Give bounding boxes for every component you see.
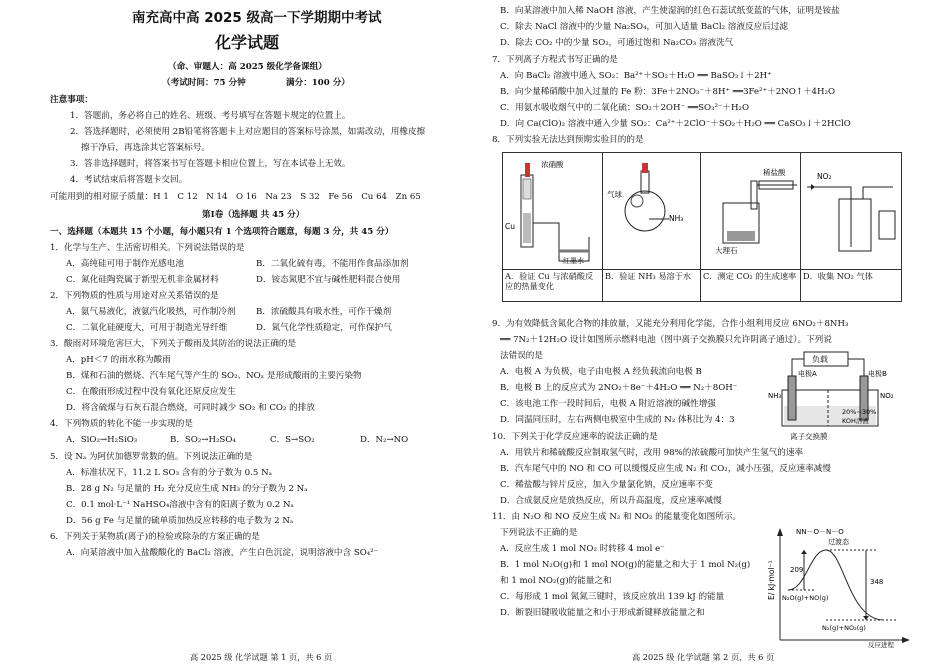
question-stem-cont: 法错误的是 [500,351,543,361]
label-membrane: 离子交换膜 [790,432,828,441]
experiment-a-figure [502,152,603,270]
energy-diagram [766,520,910,648]
option: B．1 mol N₂O(g)和 1 mol NO(g)的能量之和大于 1 mol N₂(g) [500,560,751,570]
option: D．将含硫煤与石灰石混合燃烧，可同时减少 SO₂ 和 CO₂ 的排放 [66,403,315,413]
drop-value: 348 [870,578,884,586]
option: A．用铁片和稀硫酸反应制取氢气时，改用 98%的浓硫酸可加快产生氢气的速率 [500,448,804,458]
question-stem: 4．下列物质的转化不能一步实现的是 [50,419,193,429]
option-cont: 和 1 mol NO₂(g)的能量之和 [500,576,612,586]
label-koh: KOH溶液 [842,417,869,425]
experiment-table [502,152,902,302]
label-red-ink: 红墨水 [563,257,584,265]
option: B．SO₂→H₂SO₄ [170,435,236,445]
label-balloon: 气球 [607,190,622,199]
option: B．汽车尾气中的 NO 和 CO 可以缓慢反应生成 N₂ 和 CO₂，减小压强，反应速率减慢 [500,464,831,474]
option: B．浓硫酸具有吸水性，可作干燥剂 [256,307,392,317]
option: A．向某溶液中加入盐酸酸化的 BaCl₂ 溶液，产生白色沉淀，说明溶液中含 SO₄²⁻ [66,548,379,558]
no2-collection-icon [801,153,901,269]
notice-item: 2．答选择题时，必须使用 2B铅笔将答题卡上对应题目的答案标号涂黑，如需改动，用橡皮擦 [70,127,426,137]
question-stem: 10．下列关于化学反应速率的说法正确的是 [492,432,658,442]
option: C．除去 NaCl 溶液中的少量 Na₂SO₄，可加入适量 BaCl₂ 溶液反应后过滤 [500,22,788,32]
option: C．用氨水吸收烟气中的二氧化硫：SO₂＋2OH⁻ ══SO₃²⁻＋H₂O [500,103,750,113]
option: A．电极 A 为负极，电子由电极 A 经负载流向电极 B [500,367,702,377]
subject-title: 化学试题 [215,33,280,52]
label-marble: 大理石 [715,246,738,255]
option: B．28 g N₂ 与足量的 H₂ 充分反应生成 NH₃ 的分子数为 2 Nₐ [66,484,308,494]
question-stem: 6．下列关于某物质(离子)的检验或除杂的方案正确的是 [50,532,260,542]
right-page [492,0,910,672]
question-stem: 5．设 Nₐ 为阿伏加德罗常数的值。下列说法正确的是 [50,452,253,462]
energy-axis-label: E/ kJ·mol⁻¹ [767,560,776,600]
transition-state-label: 过渡态 [828,538,849,546]
option: C．0.1 mol·L⁻¹ NaHSO₄溶液中含有的阳离子数为 0.2 Nₐ [66,500,294,510]
option: C．S→SO₂ [270,435,315,445]
co2-rate-apparatus-icon [701,153,800,269]
option: D．除去 CO₂ 中的少量 SO₂，可通过饱和 Na₂CO₃ 溶液洗气 [500,38,734,48]
product-label: N₂(g)+NO₂(g) [822,624,866,632]
label-nitric-acid: 浓硝酸 [541,160,564,169]
label-electrode-a: 电极A [798,370,817,378]
experiment-c-figure [700,152,801,270]
section-heading: 一、选择题（本题共 15 个小题，每小题只有 1 个选项符合题意，每题 3 分，共 45 分） [50,227,394,237]
option: B．向某溶液中加入稀 NaOH 溶液，产生使湿润的红色石蕊试纸变蓝的气体，证明是铵盐 [500,6,840,16]
ea-value: 209 [790,566,804,574]
option: C．该电池工作一段时间后，电极 A 附近溶液的碱性增强 [500,399,716,409]
page-footer: 高 2025 级 化学试题 第 2 页，共 6 页 [632,652,775,662]
progress-axis-label: 反应进程 [868,641,894,648]
option: B．电极 B 上的反应式为 2NO₂＋8e⁻＋4H₂O ══ N₂＋8OH⁻ [500,383,738,393]
exam-time: （考试时间：75 分钟 [162,78,246,88]
atomic-mass-line: 可能用到的相对原子质量：H 1 C 12 N 14 O 16 Na 23 S 32 Fe 56 Cu 64 Zn 65 [50,192,421,202]
label-no2: NO₂ [817,172,832,181]
experiment-d-figure [800,152,902,270]
option: A．SiO₂→H₂SiO₃ [66,435,138,445]
option: B．向少量稀硝酸中加入过量的 Fe 粉：3Fe＋2NO₃⁻＋8H⁺ ══3Fe²⁺＋2NO↑＋4H₂O [500,87,835,97]
question-stem: 3．酸雨对环境危害巨大，下列关于酸雨及其防治的说法正确的是 [50,339,297,349]
question-stem-cont: ══ 7N₂＋12H₂O 设计如图所示燃料电池（图中离子交换膜只允许阴离子通过）。下列说 [500,335,832,345]
option: A．标准状况下，11.2 L SO₃ 含有的分子数为 0.5 Nₐ [66,468,272,478]
notice-item: 1．答题前，务必将自己的姓名、班级、考号填写在答题卡规定的位置上。 [70,111,351,121]
caption-b: B．验证 NH₃ 易溶于水 [602,269,701,302]
option: D．断裂旧键吸收能量之和小于形成新键释放能量之和 [500,608,705,618]
option: C．稀盐酸与锌片反应，加入少量氯化钠，反应速率不变 [500,480,713,490]
option: D．氮气化学性质稳定，可作保护气 [256,323,392,333]
caption-c: C．测定 CO₂ 的生成速率 [700,269,801,302]
question-stem-cont: 下列说法不正确的是 [500,528,578,538]
option: B．煤和石油的燃烧、汽车尾气等产生的 SO₂、NOₓ 是形成酸雨的主要污染物 [66,371,362,381]
page-footer: 高 2025 级 化学试题 第 1 页，共 6 页 [190,652,333,662]
label-dilute-hcl: 稀盐酸 [763,168,786,177]
experiment-b-figure [602,152,701,270]
editors-line: （命、审题人：高 2025 级化学备课组） [168,62,327,72]
option: D．合成氨反应是放热反应，所以升高温度，反应速率减慢 [500,496,722,506]
option: D．56 g Fe 与足量的硫单质加热反应转移的电子数为 2 Nₐ [66,516,294,526]
label-koh-conc: 20%~30% [842,408,877,416]
caption-d: D．收集 NO₂ 气体 [800,269,902,302]
label-nh3-inlet: NH₃ [768,392,782,400]
label-cu: Cu [505,222,515,231]
option: C．二氧化硅硬度大，可用于制造光导纤维 [66,323,228,333]
option: D．向 Ca(ClO)₂ 溶液中通入少量 SO₂：Ca²⁺＋2ClO⁻＋SO₂＋H₂O ══ CaSO₃↓＋2HClO [500,119,851,129]
notice-item: 4．考试结束后将答题卡交回。 [70,175,188,185]
option: C．在酸雨形成过程中没有氧化还原反应发生 [66,387,236,397]
option: A．pH＜7 的雨水称为酸雨 [66,355,171,365]
question-stem: 1．化学与生产、生活密切相关。下列说法错误的是 [50,243,245,253]
option: A．向 BaCl₂ 溶液中通入 SO₂：Ba²⁺＋SO₂＋H₂O ══ BaSO₃↓＋2H⁺ [500,71,772,81]
option: B．二氧化硫有毒，不能用作食品添加剂 [256,259,409,269]
ammonia-flask-icon [603,153,700,269]
left-page [50,0,470,672]
option: C．每形成 1 mol 氮氮三键时，该反应放出 139 kJ 的能量 [500,592,725,602]
transition-molecule: NN－O－N－O [796,528,844,536]
caption-a: A．验证 Cu 与浓硝酸反应的热量变化 [502,269,603,302]
question-stem: 8．下列实验无法达到预期实验目的的是 [492,135,644,145]
volume-heading: 第Ⅰ卷（选择题 共 45 分） [202,210,305,220]
exam-title: 南充高中高 2025 级高一下学期期中考试 [132,10,382,26]
option: D．同温同压时，左右两侧电极室中生成的 N₂ 体积比为 4：3 [500,415,735,425]
exam-score: 满分：100 分） [286,78,350,88]
label-no2-inlet: NO₂ [880,392,894,400]
question-stem: 11．由 N₂O 和 NO 反应生成 N₂ 和 NO₂ 的能量变化如图所示。 [492,512,742,522]
notice-item: 3．答非选择题时，将答案书写在答题卡相应位置上，写在本试卷上无效。 [70,159,351,169]
label-electrode-b: 电极B [868,370,887,378]
question-stem: 9．为有效降低含氮化合物的排放量，又能充分利用化学能，合作小组利用反应 6NO₂＋8NH₃ [492,319,849,329]
label-nh3: NH₃ [669,214,684,223]
option: A．氨气易液化，液氨汽化吸热，可作制冷剂 [66,307,236,317]
notice-item: 擦干净后，再选涂其它答案标号。 [81,143,210,153]
label-load: 负载 [812,355,828,364]
cu-nitric-acid-apparatus-icon [503,153,602,269]
question-stem: 7．下列离子方程式书写正确的是 [492,55,618,65]
option: C．氮化硅陶瓷属于新型无机非金属材料 [66,275,219,285]
notice-title: 注意事项： [50,95,93,105]
reactant-label: N₂O(g)+NO(g) [782,594,829,602]
question-stem: 2．下列物质的性质与用途对应关系错误的是 [50,291,219,301]
option: D．铵态氮肥不宜与碱性肥料混合使用 [256,275,401,285]
option: A．高纯硅可用于制作光感电池 [66,259,184,269]
option: D．N₂→NO [360,435,409,445]
fuel-cell-diagram [768,350,908,430]
option: A．反应生成 1 mol NO₂ 时转移 4 mol e⁻ [500,544,665,554]
